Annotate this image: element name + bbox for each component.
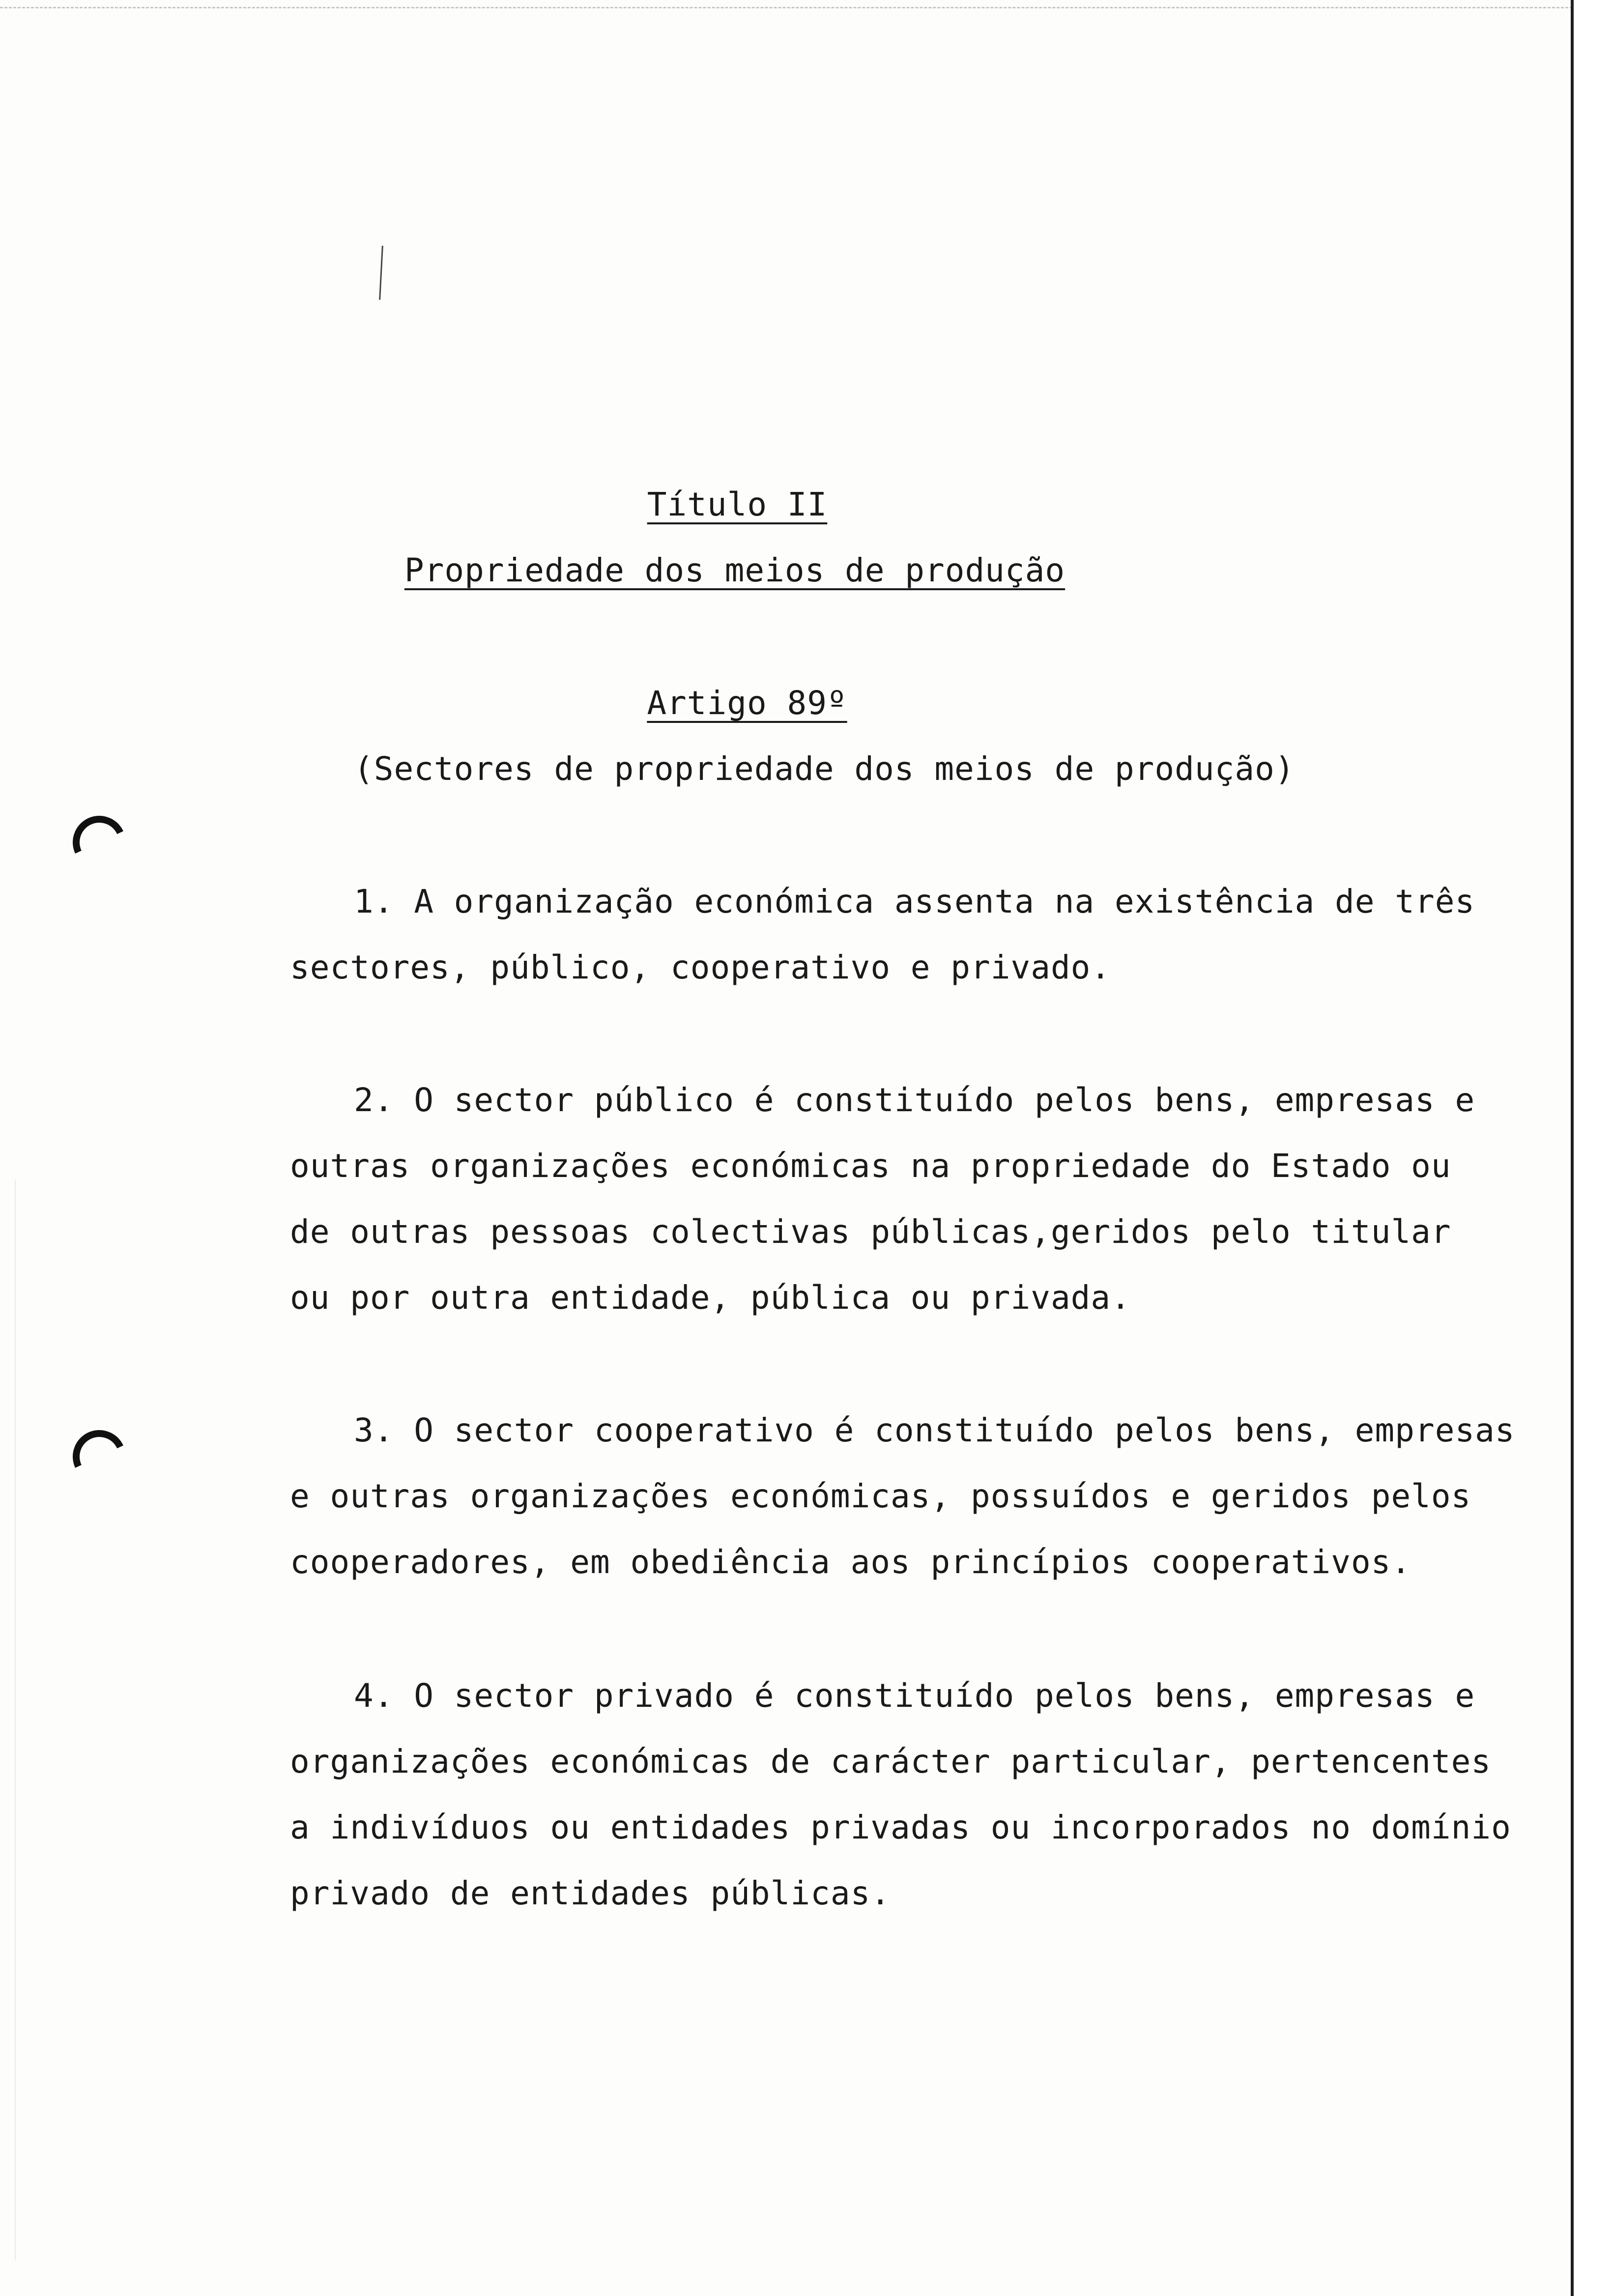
paragraph-4 xyxy=(290,1663,1511,1926)
paragraph-line: ou por outra entidade, pública ou privada. xyxy=(290,1279,1131,1317)
paragraph-line: a indivíduos ou entidades privadas ou incorporados no domínio xyxy=(290,1808,1511,1846)
document-title: Título II xyxy=(647,486,828,523)
paragraph-line: 4. O sector privado é constituído pelos bens, empresas e xyxy=(354,1677,1475,1715)
scan-noise-left xyxy=(15,1179,16,2261)
article-subtitle: (Sectores de propriedade dos meios de produção) xyxy=(354,750,1295,788)
document-subtitle: Propriedade dos meios de produção xyxy=(404,551,1065,589)
hole-punch-mark xyxy=(65,808,133,876)
paragraph-line: e outras organizações económicas, possuídos e geridos pelos xyxy=(290,1477,1471,1515)
scan-noise-top xyxy=(0,7,1573,8)
paragraph-line: 1. A organização económica assenta na existência de três xyxy=(354,883,1475,920)
scan-margin-right xyxy=(1574,0,1612,2296)
article-heading: Artigo 89º xyxy=(647,684,847,722)
paragraph-line: privado de entidades públicas. xyxy=(290,1874,891,1912)
paragraph-2 xyxy=(290,1067,1494,1331)
paragraph-line: 3. O sector cooperativo é constituído pelos bens, empresas xyxy=(354,1411,1515,1449)
scan-edge-right xyxy=(1571,0,1574,2296)
paragraph-line: sectores, público, cooperativo e privado. xyxy=(290,948,1111,986)
hole-punch-mark xyxy=(65,1423,133,1491)
paragraph-line: 2. O sector público é constituído pelos bens, empresas e xyxy=(354,1081,1475,1119)
paragraph-3 xyxy=(290,1398,1515,1595)
paragraph-line: outras organizações económicas na propriedade do Estado ou xyxy=(290,1147,1451,1185)
paragraph-line: organizações económicas de carácter particular, pertencentes xyxy=(290,1743,1492,1780)
pencil-mark xyxy=(379,246,383,300)
paragraph-line: de outras pessoas colectivas públicas,geridos pelo titular xyxy=(290,1213,1451,1251)
paragraph-1 xyxy=(290,869,1494,1001)
paragraph-line: cooperadores, em obediência aos princípios cooperativos. xyxy=(290,1543,1411,1581)
